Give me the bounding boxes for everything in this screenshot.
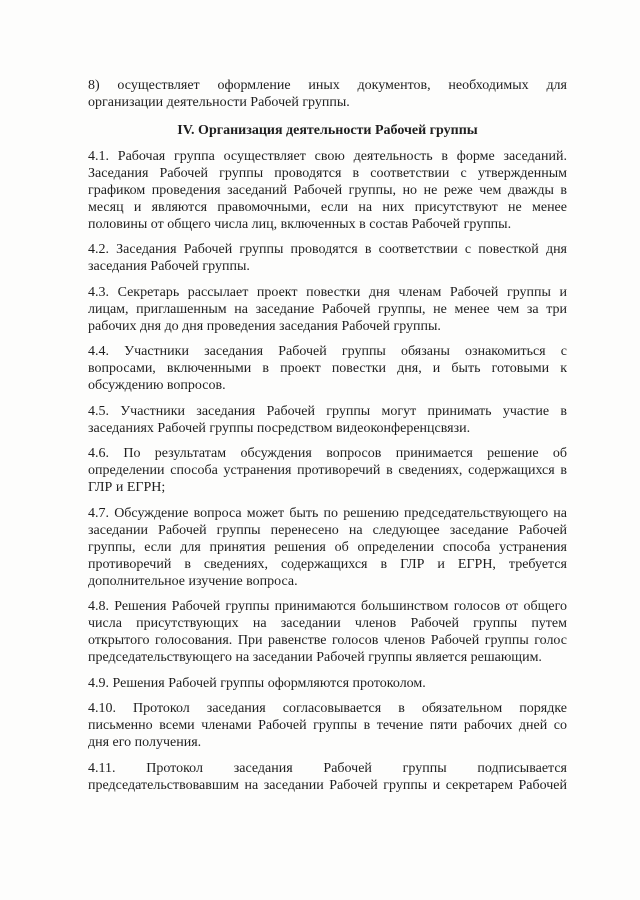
clause-paragraph (88, 284, 567, 335)
paragraph-line: 4.2. Заседания Рабочей группы проводятся в соответствии с повесткой дня (88, 242, 567, 257)
paragraph-line: месяц и являются правомочными, если на них присутствуют не менее (88, 199, 567, 215)
clause-paragraph (88, 598, 567, 666)
clause-paragraph (88, 403, 567, 437)
paragraph-line: вопросами, включенными в проект повестки дня, и быть готовыми к (88, 361, 567, 376)
intro-paragraph (88, 77, 567, 111)
paragraph-line: 4.3. Секретарь рассылает проект повестки дня членам Рабочей группы и (88, 284, 567, 300)
paragraph-line: 4.11. Протокол заседания Рабочей группы подписывается (88, 760, 567, 776)
paragraph-line: председательствующего на заседании Рабочей группы является решающим. (88, 650, 542, 665)
clause-paragraph (88, 760, 567, 794)
paragraph-line: председательствовавшим на заседании Рабочей группы и секретарем Рабочей (88, 777, 567, 793)
paragraph-line: противоречий в сведениях, содержащихся в ГЛР и ЕГРН, требуется (88, 556, 567, 572)
clause-paragraph (88, 505, 567, 590)
paragraph-line: организации деятельности Рабочей группы. (88, 95, 350, 110)
paragraph-line: заседании Рабочей группы перенесено на следующее заседание Рабочей (88, 522, 567, 538)
paragraph-line: 4.7. Обсуждение вопроса может быть по решению председательствующего на (88, 505, 567, 521)
paragraph-line: лицам, приглашенным на заседание Рабочей группы, не менее чем за три (88, 301, 567, 317)
paragraph-line: 8) осуществляет оформление иных документов, необходимых для (88, 78, 567, 93)
paragraph-line: 4.4. Участники заседания Рабочей группы обязаны ознакомиться с (88, 344, 567, 359)
paragraph-line: 4.6. По результатам обсуждения вопросов принимается решение об (88, 446, 567, 461)
clause-paragraph (88, 700, 567, 751)
paragraph-line: определении способа устранения противоречий в сведениях, содержащихся в (88, 463, 567, 478)
paragraph-line: 4.9. Решения Рабочей группы оформляются протоколом. (88, 675, 426, 691)
paragraph-line: 4.10. Протокол заседания согласовывается в обязательном порядке (88, 701, 567, 716)
paragraph-line: заседания Рабочей группы. (88, 259, 250, 274)
document-body (88, 77, 567, 794)
paragraph-line: 4.8. Решения Рабочей группы принимаются большинством голосов от общего (88, 599, 567, 614)
paragraph-line: открытого голосования. При равенстве голосов членов Рабочей группы голос (88, 633, 567, 648)
clause-paragraph (88, 343, 567, 394)
paragraph-line: ГЛР и ЕГРН; (88, 480, 166, 495)
clause-list (88, 148, 567, 794)
paragraph-line: дополнительное изучение вопроса. (88, 573, 298, 589)
paragraph-line: 4.5. Участники заседания Рабочей группы могут принимать участие в (88, 403, 567, 419)
paragraph-line: дня его получения. (88, 735, 202, 750)
paragraph-line: группы, если для принятия решения об определении способа устранения (88, 539, 567, 555)
clause-paragraph (88, 675, 567, 692)
paragraph-line: Заседания Рабочей группы проводятся в соответствии с утвержденным (88, 165, 567, 181)
clause-paragraph (88, 241, 567, 275)
paragraph-line: числа присутствующих на заседании членов Рабочей группы путем (88, 616, 567, 631)
paragraph-line: письменно всеми членами Рабочей группы в течение пяти рабочих дней со (88, 718, 567, 733)
clause-paragraph (88, 148, 567, 233)
paragraph-line: 4.1. Рабочая группа осуществляет свою деятельность в форме заседаний. (88, 148, 567, 164)
paragraph-line: половины от общего числа лиц, включенных в состав Рабочей группы. (88, 216, 512, 232)
paragraph-line: заседаниях Рабочей группы посредством видеоконференцсвязи. (88, 420, 471, 436)
clause-paragraph (88, 445, 567, 496)
paragraph-line: обсуждению вопросов. (88, 378, 226, 393)
section-heading: IV. Организация деятельности Рабочей группы (177, 122, 478, 138)
paragraph-line: рабочих дня до дня проведения заседания Рабочей группы. (88, 318, 441, 334)
paragraph-line: графиком проведения заседаний Рабочей группы, но не реже чем дважды в (88, 182, 567, 198)
